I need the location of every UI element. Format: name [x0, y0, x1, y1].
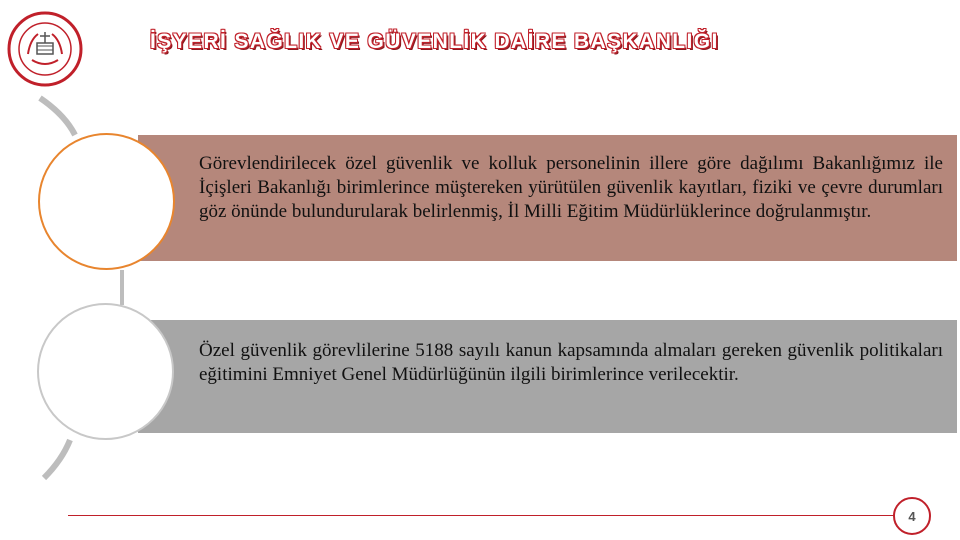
footer-divider	[68, 515, 894, 516]
ministry-seal-logo	[6, 10, 84, 88]
info-panel-1	[138, 135, 957, 261]
bullet-circle-1	[38, 133, 175, 270]
info-panel-1-text: Görevlendirilecek özel güvenlik ve kolluk personelinin illere göre dağılımı Bakanlığımız ile İçişleri Bakanlığı birimlerince müştereken yürütülen güvenlik kayıtları, fiziki ve çevre durumları göz önünde bulundurularak belirlenmiş, İl Milli Eğitim Müdürlüklerince doğrulanmıştır.	[199, 153, 943, 222]
bullet-circle-2	[37, 303, 174, 440]
info-panel-2-text: Özel güvenlik görevlilerine 5188 sayılı kanun kapsamında almaları gereken güvenlik politikaları eğitimini Emniyet Genel Müdürlüğünün ilgili birimlerince verilecektir.	[199, 340, 943, 385]
page-title: İŞYERİ SAĞLIK VE GÜVENLİK DAİRE BAŞKANLIĞI	[150, 30, 719, 53]
info-panel-2	[138, 320, 957, 433]
page-number-badge: 4	[893, 497, 931, 535]
